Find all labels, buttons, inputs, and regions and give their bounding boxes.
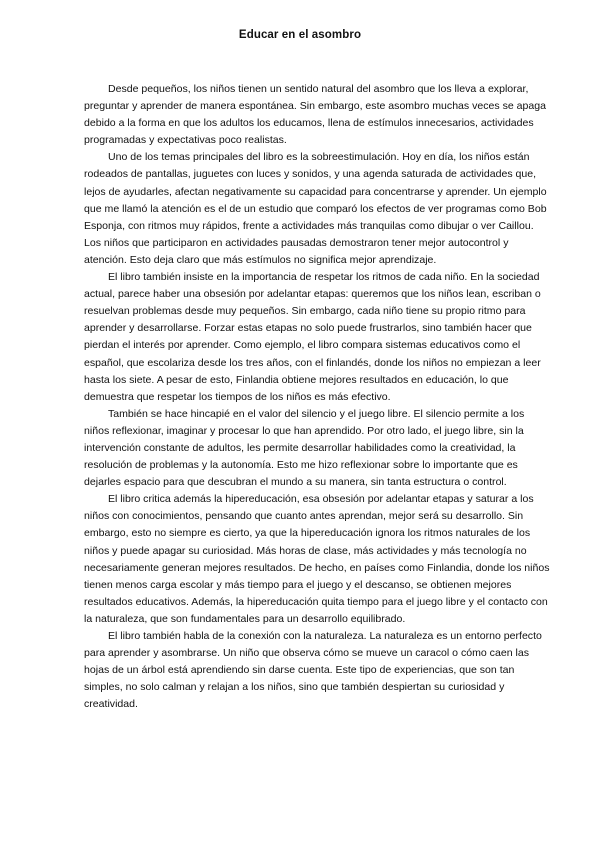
paragraph-3: El libro también insiste en la importancia de respetar los ritmos de cada niño. En la sociedad actual, parece haber una obsesión por adelantar etapas: queremos que los niños lean, escriban o resuelvan problemas desde muy pequeños. Sin embargo, cada niño tiene su propio ritmo para aprender y desarrollarse. Forzar estas etapas no solo puede frustrarlos, sino también hacer que pierdan el interés por aprender. Como ejemplo, el libro compara sistemas educativos como el español, que escolariza desde los tres años, con el finlandés, donde los niños no empiezan a leer hasta los siete. A pesar de esto, Finlandia obtiene mejores resultados en educación, lo que demuestra que respetar los tiempos de los niños es más efectivo. [84,271,541,403]
document-body [84,81,552,713]
paragraph-1: Desde pequeños, los niños tienen un sentido natural del asombro que los lleva a explorar, preguntar y aprender de manera espontánea. Sin embargo, este asombro muchas veces se apaga debido a la forma en que los adultos los educamos, llena de estímulos innecesarios, actividades programadas y expectativas poco realistas. [84,83,547,147]
paragraph-4: También se hace hincapié en el valor del silencio y el juego libre. El silencio permite a los niños reflexionar, imaginar y procesar lo que han aprendido. Por otro lado, el juego libre, sin la intervención constante de adultos, les permite desarrollar habilidades como la creatividad, la resolución de problemas y la autonomía. Esto me hizo reflexionar sobre lo importante que es dejarles espacio para que descubran el mundo a su manera, sin tanta estructura o control. [84,407,525,489]
page-title: Educar en el asombro [238,29,362,41]
paragraph-6: El libro también habla de la conexión con la naturaleza. La naturaleza es un entorno perfecto para aprender y asombrarse. Un niño que observa cómo se mueve un caracol o cómo caen las hojas de un árbol está aprendiendo sin darse cuenta. Este tipo de experiencias, que son tan simples, no solo calman y relajan a los niños, sino que también despiertan su curiosidad y creatividad. [84,630,542,711]
paragraph-5: El libro critica además la hipereducación, esa obsesión por adelantar etapas y saturar a los niños con conocimientos, pensando que cuanto antes aprendan, mejor será su desarrollo. Sin embargo, esto no siempre es cierto, ya que la hipereducación ignora los ritmos naturales de los niños y puede apagar su curiosidad. Más horas de clase, más actividades y más tecnología no necesariamente generan mejores resultados. De hecho, en países como Finlandia, donde los niños tienen menos carga escolar y más tiempo para el juego y el descanso, se obtienen mejores resultados educativos. Además, la hipereducación quita tiempo para el juego libre y el contacto con la naturaleza, que son fundamentales para un desarrollo equilibrado. [84,493,550,625]
paragraph-2: Uno de los temas principales del libro es la sobreestimulación. Hoy en día, los niños están rodeados de pantallas, juguetes con luces y sonidos, y una agenda saturada de actividades que, lejos de ayudarles, afectan negativamente su capacidad para concentrarse y aprender. Un ejemplo que me llamó la atención es el de un estudio que comparó los efectos de ver programas como Bob Esponja, con ritmos muy rápidos, frente a actividades más tranquilas como dibujar o ver Caillou. Los niños que participaron en actividades pausadas demostraron tener mejor autocontrol y atención. Esto deja claro que más estímulos no significa mejor aprendizaje. [84,151,547,266]
